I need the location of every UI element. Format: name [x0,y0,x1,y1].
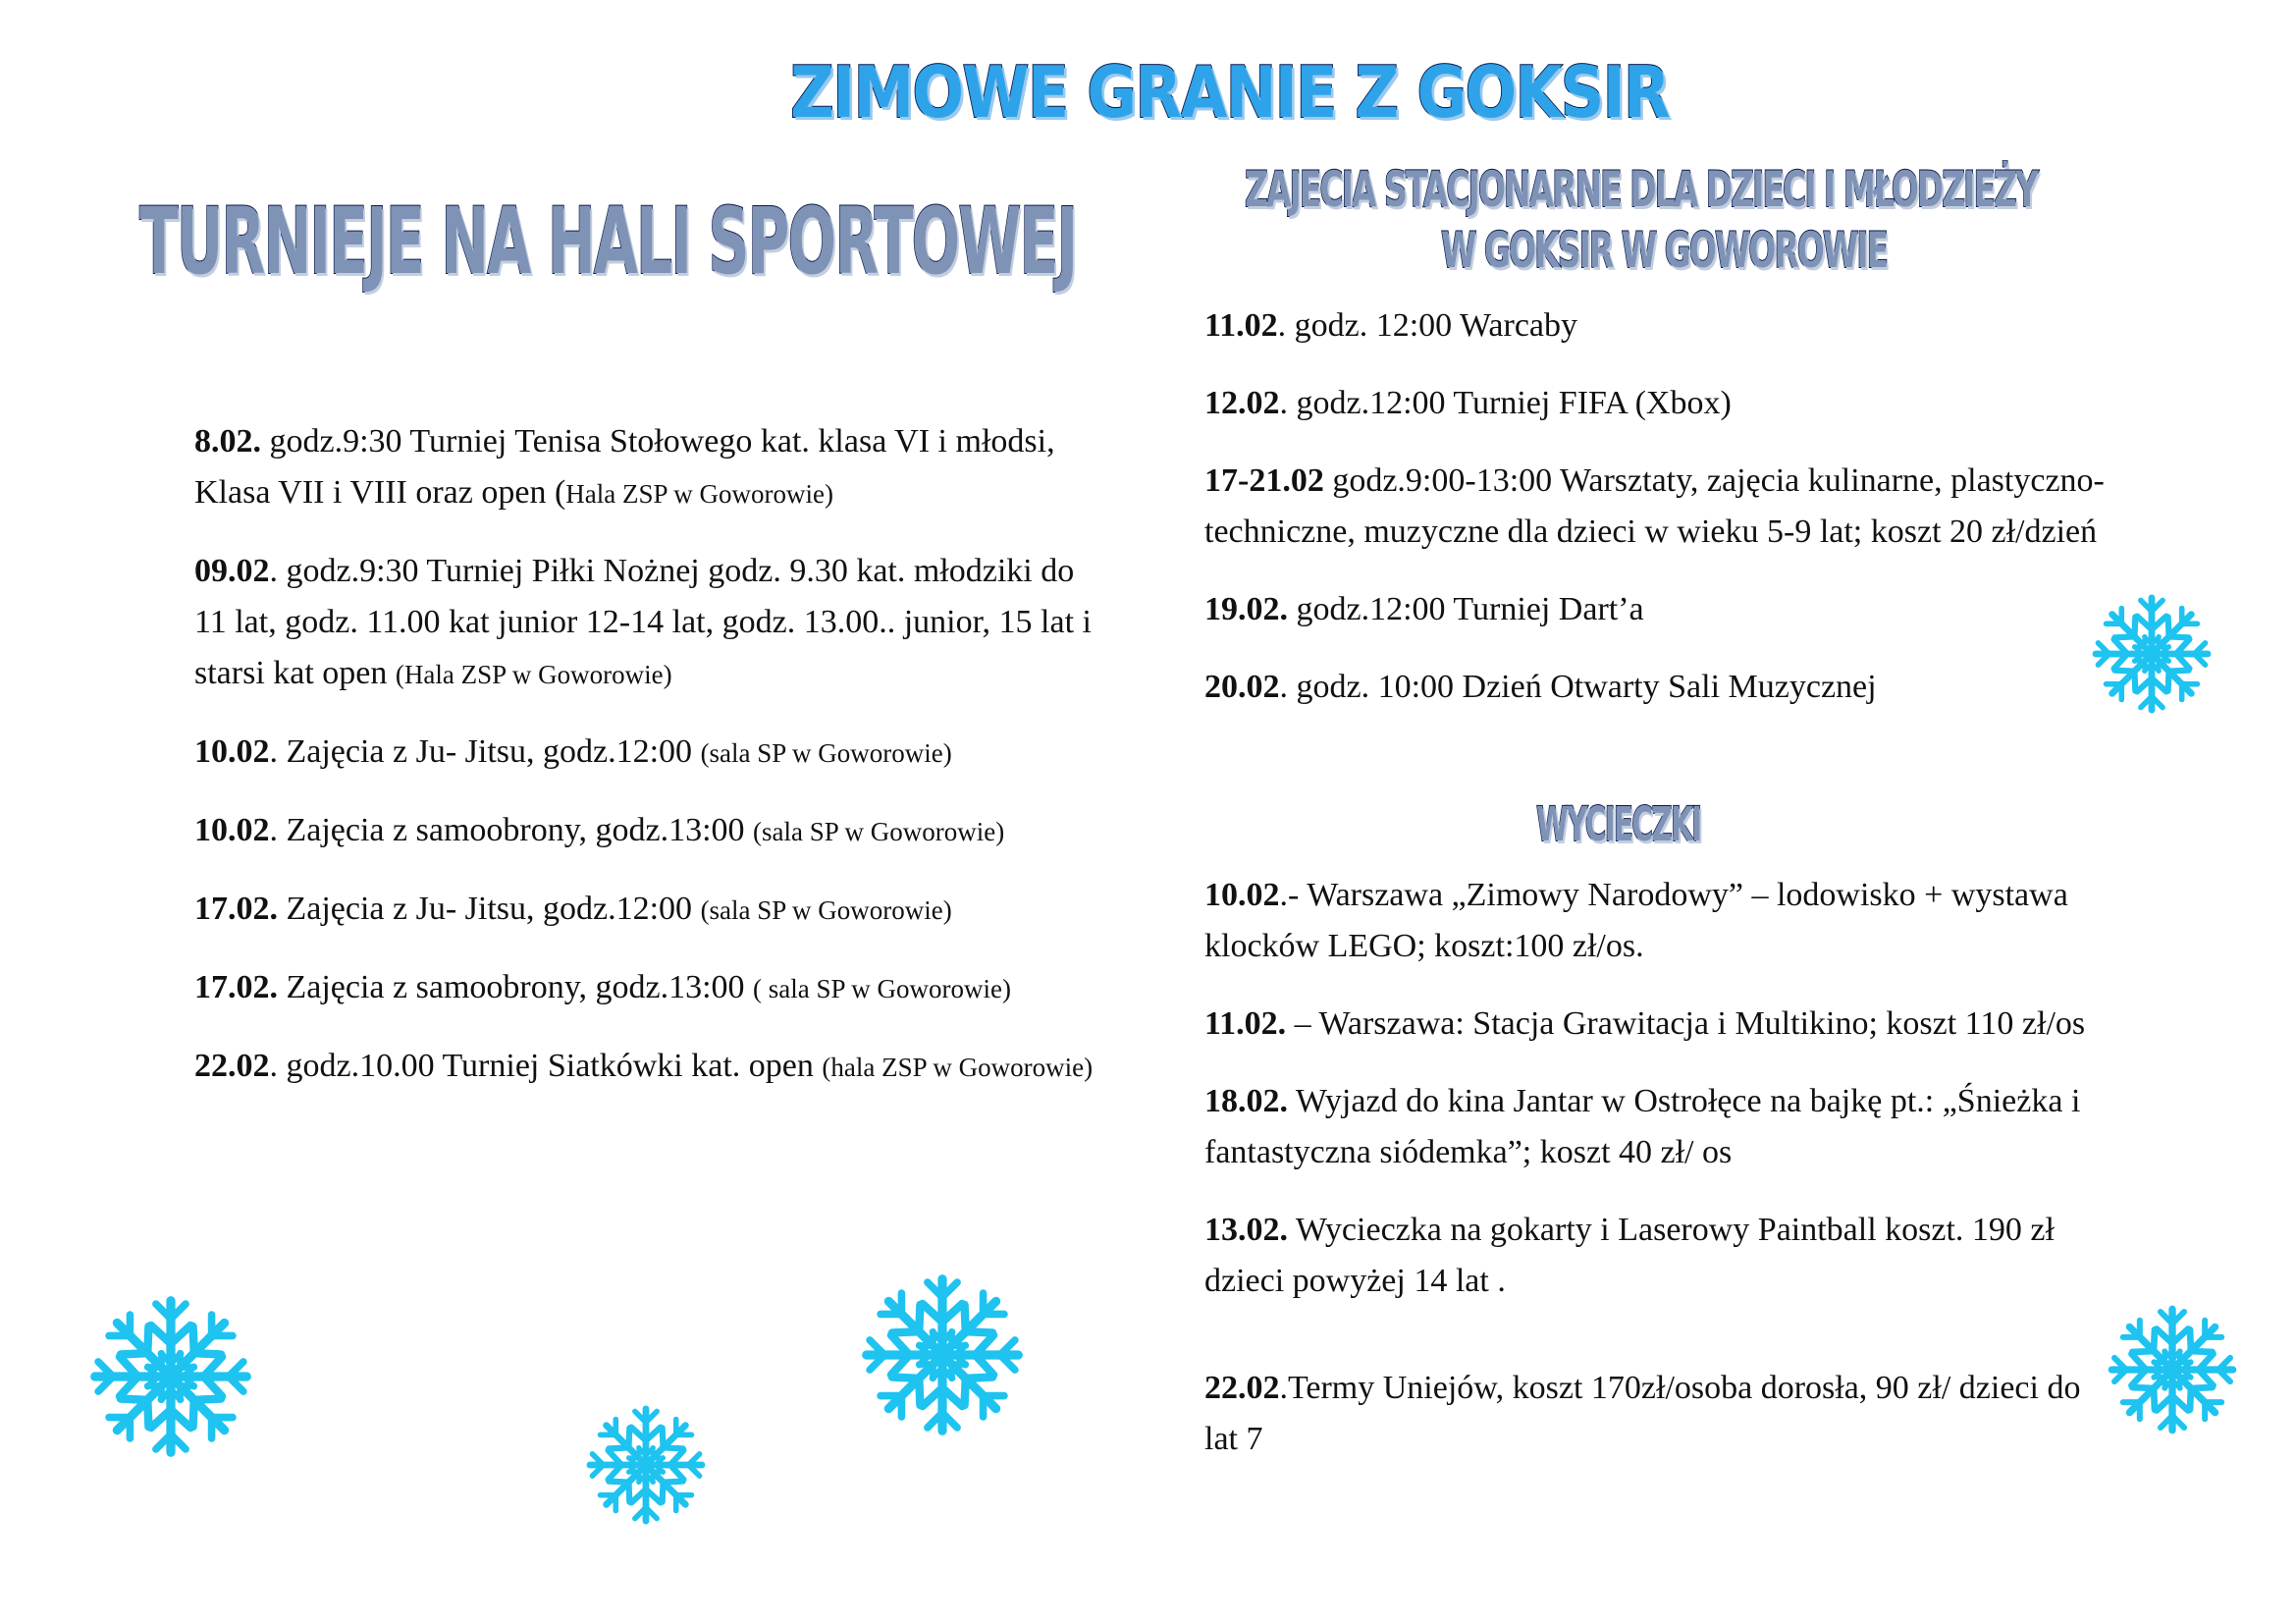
entry-text: . Zajęcia z Ju- Jitsu, godz.12:00 [269,733,701,770]
entry-text: Wyjazd do kina Jantar w Ostrołęce na bajkę pt.: „Śnieżka i fantastyczna siódemka”; koszt 40 zł/ os [1204,1083,2081,1170]
entry-date: 22.02 [1204,1370,1280,1406]
main-title: ZIMOWE GRANIE Z GOKSIR [790,51,1669,134]
classes-list [1204,300,2117,739]
entry-date: 22.02 [194,1048,270,1084]
tournament-entry [194,546,1107,700]
tournament-entry [194,805,1107,857]
entry-date: 18.02. [1204,1083,1288,1119]
entry-date: 17.02. [194,969,278,1005]
tournament-entry [194,962,1107,1014]
trips-list [1204,870,2117,1491]
spacer [1204,1333,2117,1363]
classes-heading-line1: ZAJECIA STACJONARNE DLA DZIECI I MŁODZIEŻY [1245,161,2037,218]
entry-text: godz.12:00 Turniej Dart’a [1288,591,1644,627]
classes-heading-line2: W GOKSIR W GOWOROWIE [1441,222,1888,279]
entry-text: .- Warszawa „Zimowy Narodowy” – lodowisko + wystawa klocków LEGO; koszt:100 zł/os. [1204,877,2068,964]
entry-text: Zajęcia z samoobrony, godz.13:00 [278,969,754,1005]
snowflake-icon [585,1404,707,1526]
trip-entry [1204,1076,2117,1178]
tournaments-list [194,416,1107,1119]
entry-date: 17-21.02 [1204,462,1324,499]
entry-date: 10.02 [194,733,270,770]
class-entry [1204,300,2117,352]
entry-text: .Termy Uniejów, koszt 170zł/osoba dorosła, 90 zł/ dzieci do lat 7 [1204,1370,2081,1457]
snowflake-icon [2091,593,2213,715]
entry-date: 8.02. [194,423,261,460]
entry-text: . godz.10.00 Turniej Siatkówki kat. open [269,1048,823,1084]
entry-venue: (Hala ZSP w Goworowie) [395,660,672,689]
trip-entry [1204,1363,2117,1465]
entry-text: . Zajęcia z samoobrony, godz.13:00 [269,812,754,848]
entry-venue: (sala SP w Goworowie) [700,895,952,925]
entry-text: . godz.12:00 Turniej FIFA (Xbox) [1279,385,1732,421]
entry-text: Wycieczka na gokarty i Laserowy Paintball koszt. 190 zł dzieci powyżej 14 lat . [1204,1212,2055,1299]
entry-date: 13.02. [1204,1212,1288,1248]
entry-text: Zajęcia z Ju- Jitsu, godz.12:00 [278,891,701,927]
tournament-entry [194,884,1107,936]
entry-text: . godz. 10:00 Dzień Otwarty Sali Muzycznej [1279,669,1877,705]
entry-text: . godz. 12:00 Warcaby [1277,307,1578,344]
entry-date: 20.02 [1204,669,1280,705]
snowflake-icon [2107,1304,2238,1435]
entry-venue: (sala SP w Goworowie) [753,817,1005,846]
trip-entry [1204,999,2117,1050]
entry-date: 12.02 [1204,385,1280,421]
entry-venue: (sala SP w Goworowie) [700,738,952,768]
entry-date: 11.02 [1204,307,1278,344]
snowflake-icon [88,1294,253,1459]
entry-text: godz.9:00-13:00 Warsztaty, zajęcia kulinarne, plastyczno-techniczne, muzyczne dla dzieci w wieku 5-9 lat; koszt 20 zł/dzień [1204,462,2105,550]
tournament-entry [194,727,1107,779]
entry-date: 10.02 [1204,877,1280,913]
snowflake-icon [860,1272,1025,1437]
tournaments-heading: TURNIEJE NA HALI SPORTOWEJ [139,189,1077,296]
entry-venue: ( sala SP w Goworowie) [753,974,1012,1003]
entry-text: . godz.9:30 Turniej Piłki Nożnej godz. 9.30 kat. młodziki do 11 lat, godz. 11.00 kat junior 12-14 lat, godz. 13.00.. junior, 15 lat i starsi kat open [194,553,1092,691]
entry-date: 11.02. [1204,1005,1287,1042]
tournament-entry [194,1041,1107,1093]
entry-date: 10.02 [194,812,270,848]
class-entry [1204,662,2117,713]
entry-date: 19.02. [1204,591,1288,627]
entry-text: – Warszawa: Stacja Grawitacja i Multikino; koszt 110 zł/os [1286,1005,2086,1042]
entry-date: 17.02. [194,891,278,927]
tournament-entry [194,416,1107,519]
trip-entry [1204,870,2117,972]
entry-text: godz.9:30 Turniej Tenisa Stołowego kat. klasa VI i młodsi, Klasa VII i VIII oraz open ( [194,423,1055,511]
entry-date: 09.02 [194,553,270,589]
class-entry [1204,378,2117,429]
entry-venue: Hala ZSP w Goworowie) [565,479,833,509]
class-entry [1204,456,2117,558]
class-entry [1204,584,2117,635]
trips-heading: WYCIECZKI [1536,797,1701,852]
trip-entry [1204,1205,2117,1307]
entry-venue: (hala ZSP w Goworowie) [822,1053,1094,1082]
